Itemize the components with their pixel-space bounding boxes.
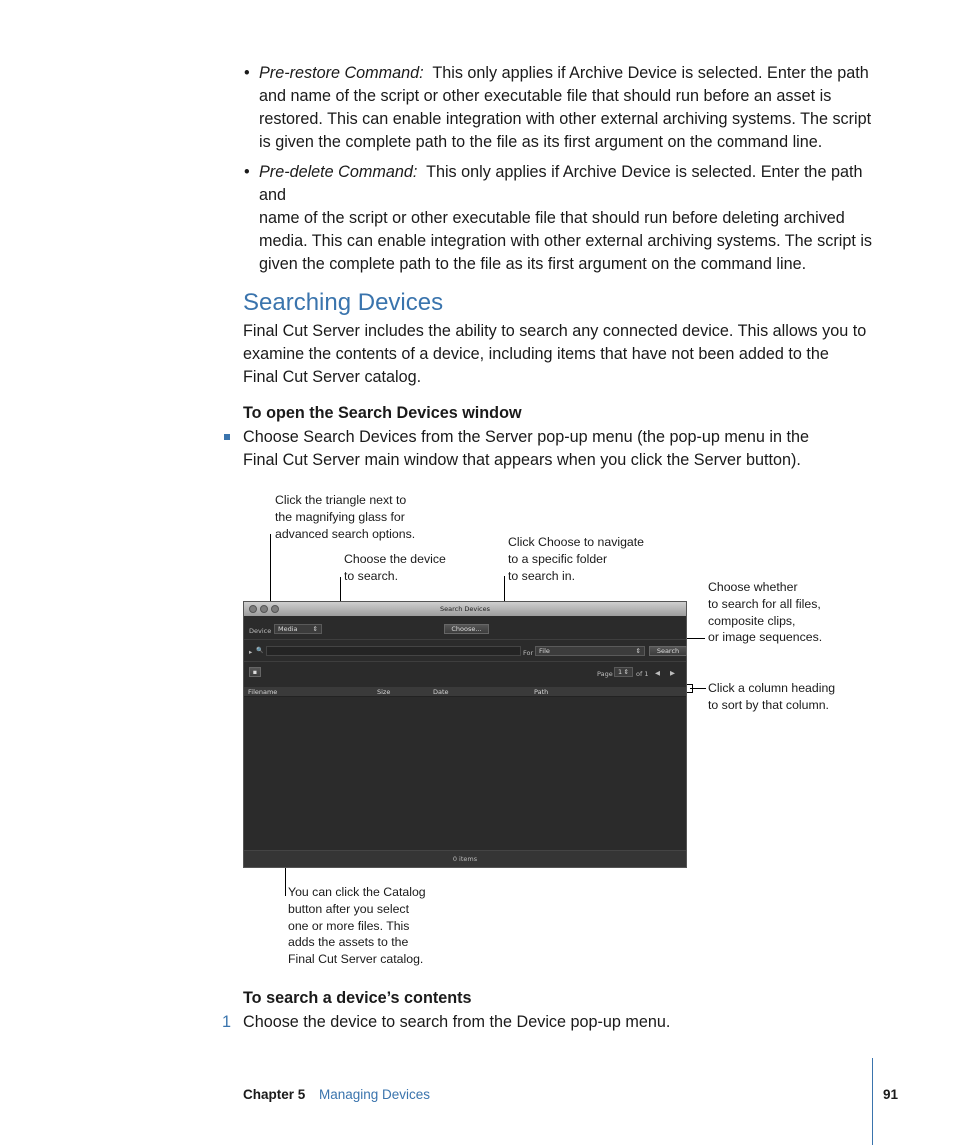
text-line: given the complete path to the file as its first argument on the command line. (259, 255, 807, 273)
callout-column (708, 680, 835, 714)
callout-catalog (288, 884, 426, 968)
status-bar: 0 items (244, 850, 686, 867)
callout-line: or image sequences. (708, 630, 823, 645)
callout-line: to sort by that column. (708, 697, 829, 712)
catalog-icon: ▪ (252, 668, 258, 676)
task-step-open (243, 426, 883, 472)
search-input[interactable] (266, 646, 521, 656)
bullet-pre-restore (244, 62, 884, 154)
callout-line: Click Choose to navigate (508, 535, 645, 549)
text-line: Final Cut Server catalog. (243, 368, 422, 386)
callout-line: button after you select (288, 901, 409, 916)
text-line: Final Cut Server includes the ability to search any connected device. This allows you to (243, 322, 867, 340)
callout-line: to search. (344, 568, 398, 583)
text-line: This only applies if Archive Device is selected. Enter the path (432, 64, 869, 82)
footer-section: Managing Devices (319, 1087, 431, 1102)
window-titlebar (244, 602, 686, 616)
chevron-updown-icon: ⇕ (312, 625, 318, 633)
callout-choose (508, 534, 644, 584)
task-heading-open: To open the Search Devices window (243, 404, 522, 422)
choose-button[interactable]: Choose... (444, 624, 489, 634)
for-label: For (523, 649, 534, 657)
previous-page-icon[interactable]: ◀ (655, 669, 660, 677)
callout-whether (708, 579, 822, 646)
for-popup[interactable] (535, 646, 645, 656)
callout-triangle (275, 492, 415, 542)
catalog-button[interactable] (249, 667, 261, 677)
disclosure-triangle-icon[interactable]: ▸ (249, 648, 253, 656)
callout-line: the magnifying glass for (275, 509, 405, 524)
term-pre-delete: Pre-delete Command: (259, 163, 418, 181)
text-line: media. This can enable integration with other external archiving systems. The script is (259, 232, 873, 250)
divider (244, 661, 686, 662)
callout-line: Choose the device (344, 552, 446, 566)
bullet-dot: • (244, 163, 250, 181)
divider (244, 639, 686, 640)
footer-rule (872, 1058, 873, 1145)
column-header-size[interactable]: Size (377, 688, 391, 696)
text-line: is given the complete path to the file as its first argument on the command line. (259, 133, 823, 151)
column-header-row (244, 687, 686, 697)
page-value: 1 (618, 668, 623, 676)
text-line: and name of the script or other executable file that should run before an asset is (259, 87, 832, 105)
chevron-updown-icon: ⇕ (623, 668, 629, 676)
callout-line: advanced search options. (275, 526, 416, 541)
callout-line: Click a column heading (708, 681, 836, 695)
callout-line: to search in. (508, 568, 575, 583)
callout-line: Click the triangle next to (275, 493, 407, 507)
section-intro (243, 320, 883, 389)
section-title: Searching Devices (243, 289, 444, 316)
text-line: name of the script or other executable file that should run before deleting archived (259, 209, 845, 227)
callout-line: adds the assets to the (288, 935, 409, 950)
magnifying-glass-icon: 🔍 (256, 647, 264, 654)
window-title: Search Devices (439, 605, 490, 613)
text-line: examine the contents of a device, including items that have not been added to the (243, 345, 829, 363)
text-line: Choose Search Devices from the Server pop-up menu (the pop-up menu in the (243, 428, 809, 446)
callout-line: to a specific folder (508, 551, 608, 566)
column-header-filename[interactable]: Filename (248, 688, 278, 696)
text-line: This only applies if Archive Device is selected. Enter the path and (259, 163, 863, 204)
device-value: Media (278, 625, 298, 633)
bullet-dot: • (244, 64, 250, 82)
task-heading-search: To search a device’s contents (243, 989, 472, 1007)
page-number: 91 (883, 1087, 899, 1102)
term-pre-restore: Pre-restore Command: (259, 64, 424, 82)
leader-bracket-column (687, 684, 693, 693)
callout-line: You can click the Catalog (288, 885, 426, 899)
chevron-updown-icon: ⇕ (635, 647, 641, 655)
next-page-icon[interactable]: ▶ (670, 669, 675, 677)
column-header-date[interactable]: Date (433, 688, 449, 696)
callout-line: to search for all files, (708, 596, 821, 611)
device-label: Device (249, 627, 272, 635)
callout-device (344, 551, 446, 585)
step-number: 1 (222, 1013, 232, 1031)
step-text: Choose the device to search from the Device pop-up menu. (243, 1013, 671, 1031)
page-label: Page (597, 670, 613, 678)
device-popup[interactable] (274, 624, 322, 634)
callout-line: Choose whether (708, 580, 798, 594)
callout-line: one or more files. This (288, 918, 410, 933)
for-value: File (539, 647, 550, 655)
text-line: restored. This can enable integration with other external archiving systems. The script (259, 110, 872, 128)
column-header-path[interactable]: Path (534, 688, 549, 696)
callout-line: Final Cut Server catalog. (288, 952, 424, 967)
page-count: of 1 (636, 670, 649, 678)
search-button[interactable]: Search (649, 646, 687, 656)
text-line: Final Cut Server main window that appears when you click the Server button). (243, 451, 801, 469)
callout-line: composite clips, (708, 613, 796, 628)
search-devices-window (243, 601, 687, 868)
bullet-pre-delete (244, 161, 884, 276)
page-stepper[interactable] (614, 667, 633, 677)
footer-chapter: Chapter 5 (243, 1087, 306, 1102)
square-bullet (224, 434, 230, 440)
